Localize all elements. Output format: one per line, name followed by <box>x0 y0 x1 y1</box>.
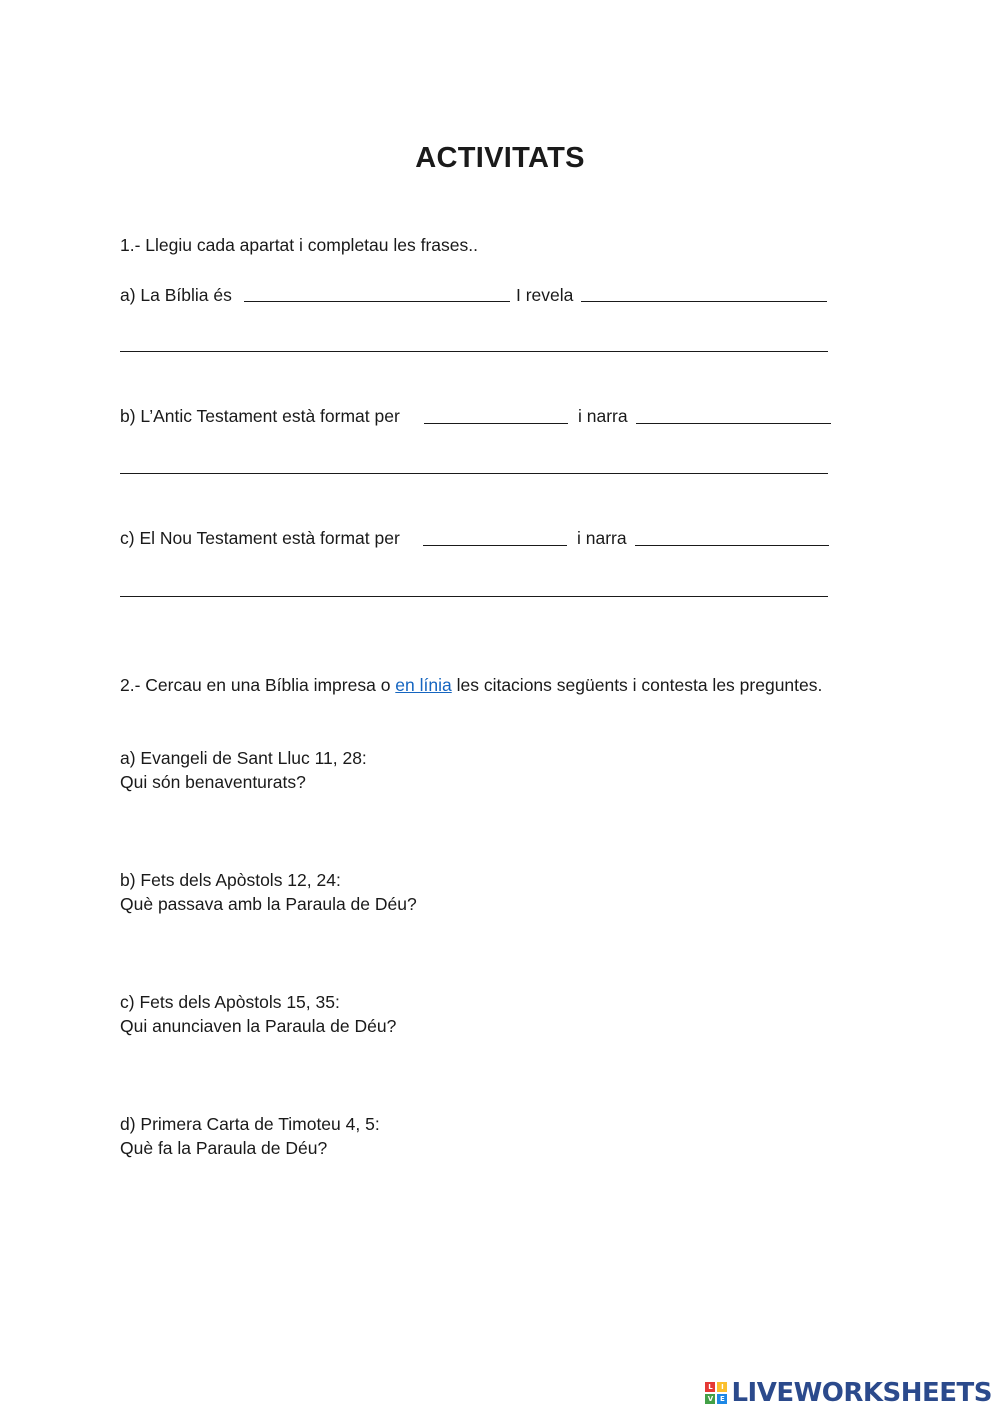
blank-c-2[interactable] <box>635 545 829 546</box>
sentence-a-label: a) La Bíblia és <box>120 285 232 305</box>
blank-a-3[interactable] <box>120 351 828 352</box>
logo-cell-l: L <box>705 1382 715 1392</box>
question-ref: b) Fets dels Apòstols 12, 24: <box>120 870 341 890</box>
sentence-c-mid: i narra <box>577 528 627 548</box>
liveworksheets-logo-icon <box>705 1382 727 1404</box>
question-d <box>120 1112 380 1160</box>
section-1-instruction: 1.- Llegiu cada apartat i completau les frases.. <box>120 235 478 255</box>
question-a <box>120 746 367 794</box>
blank-c-1[interactable] <box>423 545 567 546</box>
brand-name: LIVEWORKSHEETS <box>731 1378 992 1408</box>
sentence-b-label: b) L’Antic Testament està format per <box>120 406 400 426</box>
blank-a-1[interactable] <box>244 301 510 302</box>
logo-cell-i: I <box>717 1382 727 1392</box>
question-ref: d) Primera Carta de Timoteu 4, 5: <box>120 1114 380 1134</box>
liveworksheets-watermark <box>705 1376 992 1410</box>
logo-cell-v: V <box>705 1394 715 1404</box>
question-b <box>120 868 417 916</box>
question-text: Qui anunciaven la Paraula de Déu? <box>120 1016 397 1036</box>
sentence-b-mid: i narra <box>578 406 628 426</box>
online-bible-link[interactable]: en línia <box>395 675 452 695</box>
question-text: Què fa la Paraula de Déu? <box>120 1138 328 1158</box>
question-ref: c) Fets dels Apòstols 15, 35: <box>120 992 340 1012</box>
question-ref: a) Evangeli de Sant Lluc 11, 28: <box>120 748 367 768</box>
page-title: ACTIVITATS <box>415 142 585 174</box>
blank-c-3[interactable] <box>120 596 828 597</box>
sentence-c-label: c) El Nou Testament està format per <box>120 528 400 548</box>
instruction-text-after: les citacions següents i contesta les preguntes. <box>451 675 823 695</box>
blank-a-2[interactable] <box>581 301 827 302</box>
question-text: Qui són benaventurats? <box>120 772 306 792</box>
sentence-a-mid: I revela <box>516 285 574 305</box>
blank-b-1[interactable] <box>424 423 568 424</box>
instruction-text-before: 2.- Cercau en una Bíblia impresa o <box>120 675 396 695</box>
blank-b-3[interactable] <box>120 473 828 474</box>
question-text: Què passava amb la Paraula de Déu? <box>120 894 417 914</box>
section-2-instruction <box>120 673 822 697</box>
blank-b-2[interactable] <box>636 423 831 424</box>
logo-cell-e: E <box>717 1394 727 1404</box>
question-c <box>120 990 396 1038</box>
